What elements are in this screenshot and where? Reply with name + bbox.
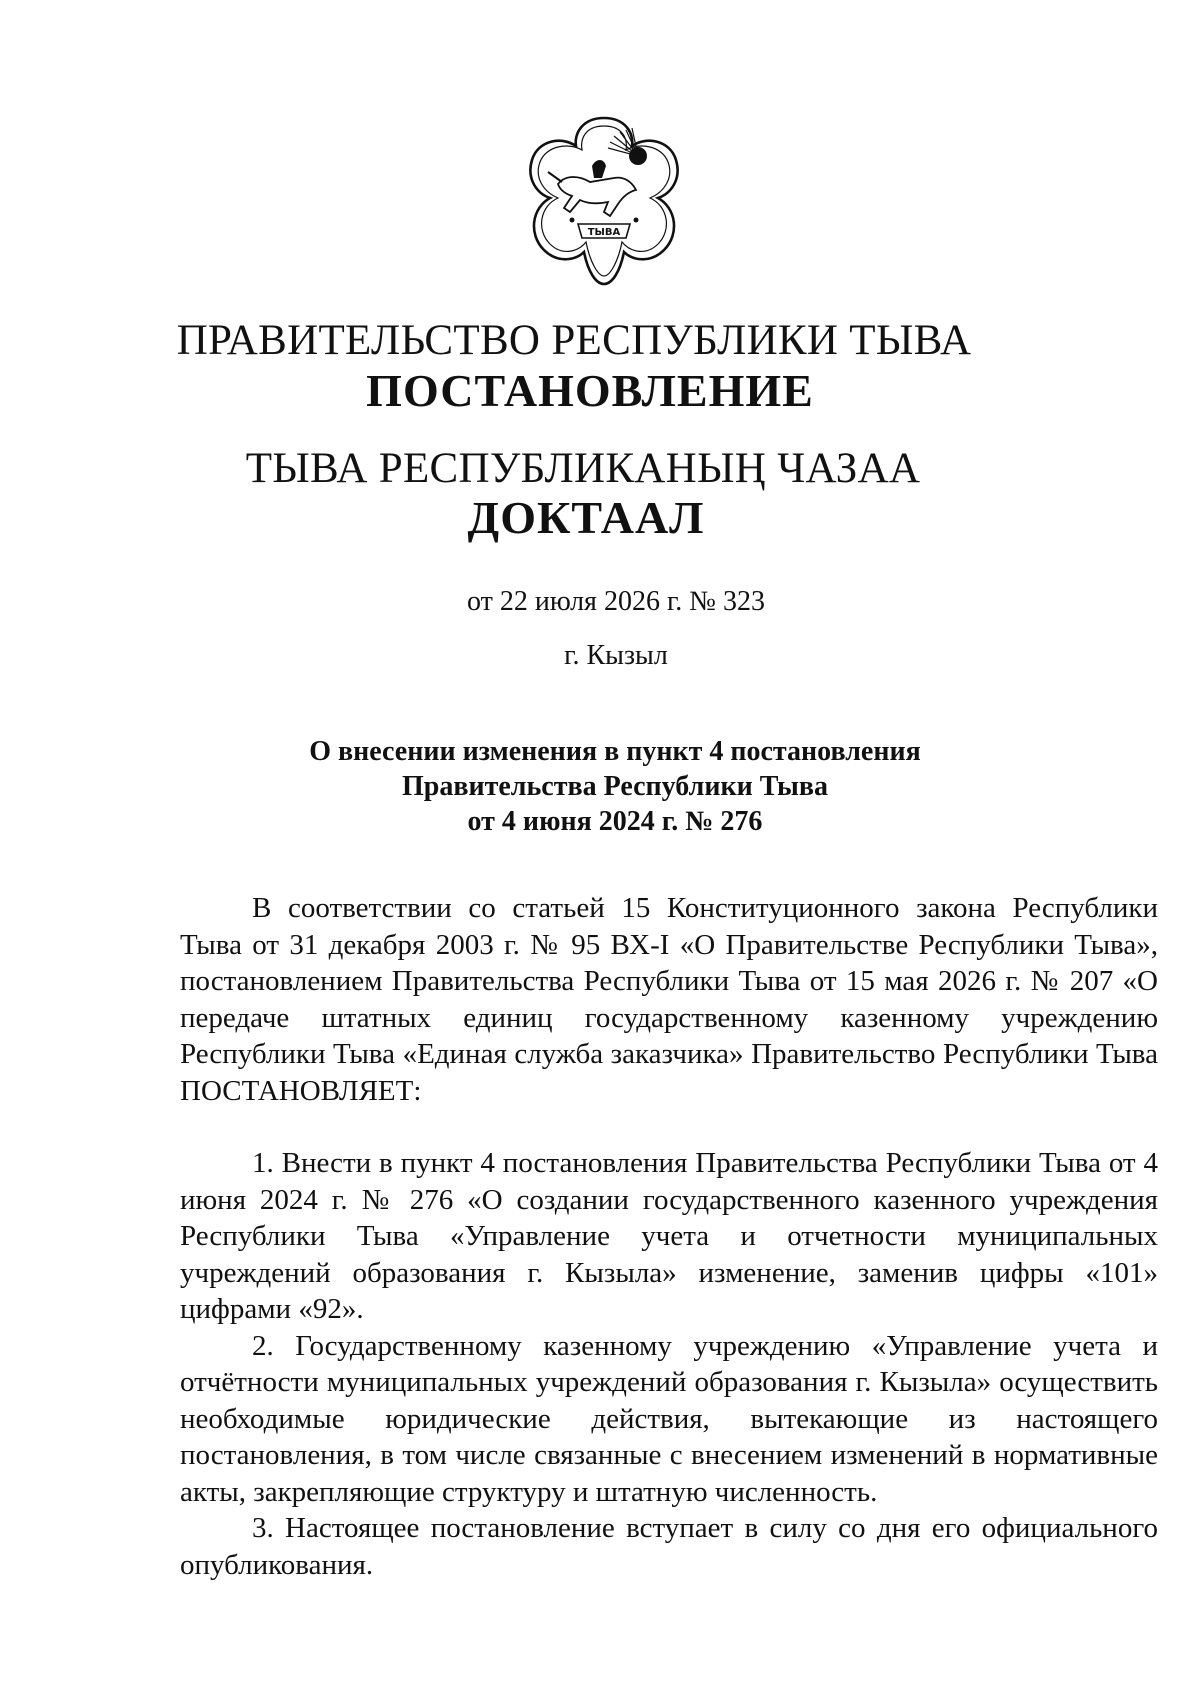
item-3-paragraph: 3. Настоящее постановление вступает в силу со дня его официального опубликования.	[180, 1512, 1158, 1581]
item-1-paragraph: 1. Внести в пункт 4 постановления Правительства Республики Тыва от 4 июня 2024 г. № 276 «О создании государственного казенного учреждения Республики Тыва «Управление учета и отчетности муниципальных учреждений образования г. Кызыла» изменение, заменив цифры «101» цифрами «92».	[180, 1147, 1158, 1325]
document-title	[0, 734, 1200, 839]
document-date-number: от 22 июля 2026 г. № 323	[467, 586, 765, 617]
document-city: г. Кызыл	[564, 640, 668, 671]
document-type-tv: ДОКТААЛ	[467, 492, 705, 543]
document-title-line-2: Правительства Республики Тыва	[402, 771, 828, 802]
tuva-coat-of-arms-icon	[518, 112, 690, 290]
government-name-tv: ТЫВА РЕСПУБЛИКАНЫҢ ЧАЗАА	[245, 445, 921, 492]
government-name-ru: ПРАВИТЕЛЬСТВО РЕСПУБЛИКИ ТЫВА	[176, 317, 972, 364]
document-type-ru: ПОСТАНОВЛЕНИЕ	[366, 365, 814, 416]
emblem-text: ТЫВА	[587, 227, 621, 238]
document-body	[180, 890, 1158, 1583]
document-title-line-1: О внесении изменения в пункт 4 постановления	[309, 736, 921, 767]
document-title-line-3: от 4 июня 2024 г. № 276	[467, 806, 763, 837]
item-2-paragraph: 2. Государственному казенному учреждению «Управление учета и отчётности муниципальных учреждений образования г. Кызыла» осуществить необходимые юридические действия, вытекающие из настоящего постановления, в том числе связанные с внесением изменений в нормативные акты, закрепляющие структуру и штатную численность.	[180, 1329, 1158, 1508]
preamble-paragraph: В соответствии со статьей 15 Конституционного закона Республики Тыва от 31 декабря 2003 г. № 95 ВХ-I «О Правительстве Республики Тыва», постановлением Правительства Республики Тыва от 15 мая 2026 г. № 207 «О передаче штатных единиц государственному казенному учреждению Республики Тыва «Единая служба заказчика» Правительство Республики Тыва ПОСТАНОВЛЯЕТ:	[180, 892, 1158, 1107]
